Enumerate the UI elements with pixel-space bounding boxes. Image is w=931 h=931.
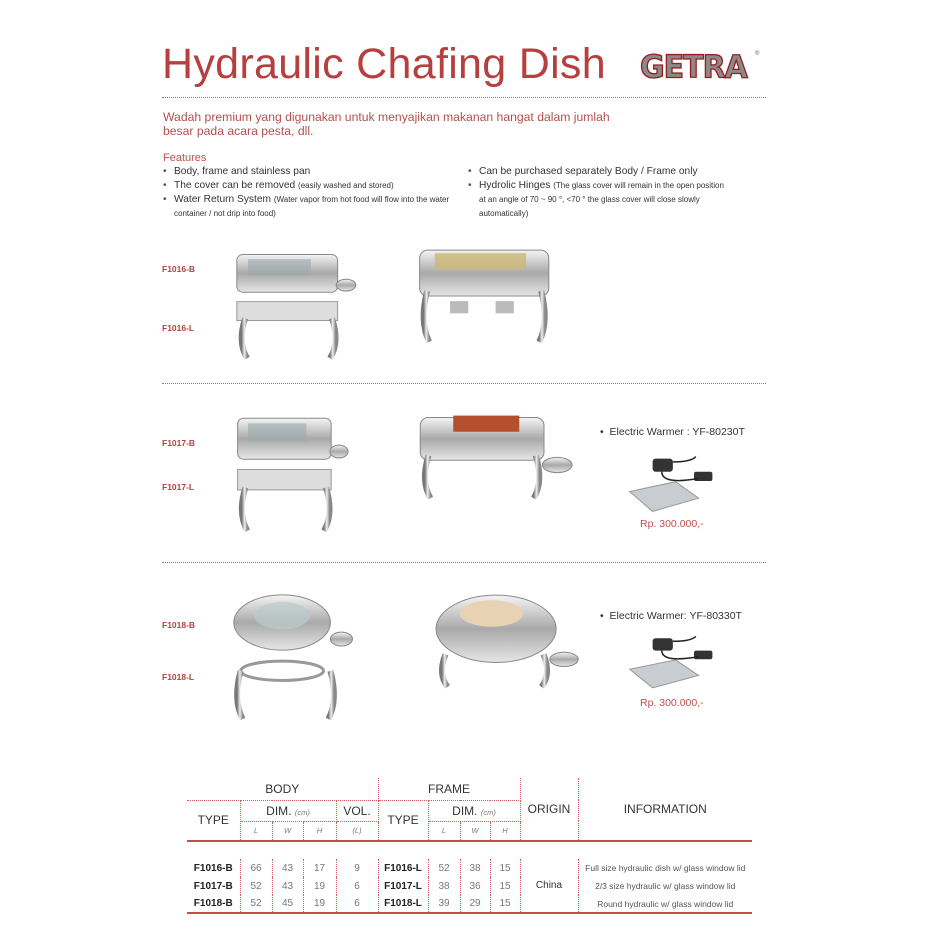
- product-image-exploded: [220, 245, 360, 368]
- table-row: [187, 895, 752, 913]
- frame-type: F1018-L: [378, 895, 428, 913]
- info: Full size hydraulic dish w/ glass window lid: [585, 863, 746, 873]
- frame-code: F1018-L: [162, 672, 195, 682]
- rect-big-illustration: [412, 245, 564, 347]
- frame-h: 15: [490, 859, 520, 877]
- col-origin: ORIGIN: [520, 778, 578, 841]
- warmer-price: Rp. 300.000,-: [640, 697, 704, 709]
- frame-l: 38: [428, 877, 460, 895]
- divider: [162, 383, 766, 384]
- warmer-model: Electric Warmer: YF-80330T: [609, 610, 742, 622]
- body-w: 43: [272, 877, 303, 895]
- body-vol: 9: [336, 859, 378, 877]
- group-frame: FRAME: [378, 778, 520, 800]
- feature-note: (Water vapor from hot food will flow into the water container / not drip into food): [174, 195, 450, 218]
- col-body-type: TYPE: [187, 800, 240, 841]
- body-vol: 6: [336, 877, 378, 895]
- feature-text: Hydrolic Hinges: [479, 180, 551, 191]
- divider: [162, 562, 766, 563]
- body-type: F1017-B: [187, 877, 240, 895]
- rect-food-illustration: [412, 408, 577, 503]
- feature-note: (easily washed and stored): [298, 181, 394, 190]
- group-body: BODY: [187, 778, 378, 800]
- exploded-round-illustration: [220, 588, 358, 726]
- frame-w: 36: [460, 877, 490, 895]
- exploded-rect-illustration: [222, 408, 352, 536]
- body-l: 66: [240, 859, 272, 877]
- col-vol: VOL.: [336, 800, 378, 821]
- table-row: [187, 877, 752, 895]
- sub-l: L: [428, 821, 460, 841]
- feature-item: [468, 165, 728, 179]
- feature-text: The cover can be removed: [174, 180, 296, 191]
- sub-w: W: [272, 821, 303, 841]
- body-h: 19: [303, 895, 336, 913]
- feature-note: (The glass cover will remain in the open position at an angle of 70 ~ 90 °, <70 ° the glass cover will close slowly automatically): [479, 181, 724, 218]
- feature-item: [163, 179, 453, 193]
- frame-type: F1017-L: [378, 877, 428, 895]
- sub-h: H: [490, 821, 520, 841]
- feature-item: [163, 193, 453, 221]
- description: Wadah premium yang digunakan untuk menyajikan makanan hangat dalam jumlah besar pada acara pesta, dll.: [163, 110, 610, 138]
- warmer-illustration: [625, 632, 717, 694]
- feature-item: [468, 179, 728, 221]
- origin-value: China: [520, 859, 578, 913]
- dim-label: DIM.: [452, 803, 478, 818]
- body-l: 52: [240, 877, 272, 895]
- product-image-exploded: [220, 588, 358, 731]
- warmer-price: Rp. 300.000,-: [640, 518, 704, 530]
- spec-table: [187, 778, 752, 914]
- frame-l: 52: [428, 859, 460, 877]
- body-l: 52: [240, 895, 272, 913]
- body-code: F1018-B: [162, 620, 196, 630]
- frame-l: 39: [428, 895, 460, 913]
- getra-logo: GETRA: [640, 49, 747, 86]
- features-left: [163, 165, 453, 221]
- body-type: F1016-B: [187, 859, 240, 877]
- frame-h: 15: [490, 895, 520, 913]
- dim-unit: (cm): [294, 807, 310, 817]
- col-frame-dim: [428, 800, 520, 821]
- product-image-assembled: [412, 408, 577, 508]
- body-h: 17: [303, 859, 336, 877]
- features-heading: Features: [163, 152, 207, 164]
- feature-text: Can be purchased separately Body / Frame only: [479, 166, 698, 177]
- electric-warmer-image: [625, 452, 717, 523]
- dim-unit: (cm): [480, 807, 496, 817]
- frame-code: F1017-L: [162, 482, 195, 492]
- col-body-dim: [240, 800, 336, 821]
- product-image-assembled: [425, 588, 583, 695]
- info: 2/3 size hydraulic w/ glass window lid: [595, 881, 736, 891]
- feature-item: [163, 165, 453, 179]
- product-image-assembled: [412, 245, 564, 352]
- divider: [162, 97, 766, 98]
- col-frame-type: TYPE: [378, 800, 428, 841]
- col-information: INFORMATION: [578, 778, 752, 841]
- body-code: F1017-B: [162, 438, 196, 448]
- body-vol: 6: [336, 895, 378, 913]
- frame-code: F1016-L: [162, 323, 195, 333]
- frame-h: 15: [490, 877, 520, 895]
- round-food-illustration: [425, 588, 583, 690]
- body-h: 19: [303, 877, 336, 895]
- sub-l: L: [240, 821, 272, 841]
- sub-vol-unit: (L): [336, 821, 378, 841]
- warmer-model: Electric Warmer : YF-80230T: [609, 426, 745, 438]
- feature-text: Water Return System: [174, 194, 271, 205]
- body-code: F1016-B: [162, 264, 196, 274]
- page-title: Hydraulic Chafing Dish: [162, 40, 606, 88]
- dim-label: DIM.: [266, 803, 292, 818]
- table-row: [187, 859, 752, 877]
- body-w: 45: [272, 895, 303, 913]
- feature-text: Body, frame and stainless pan: [174, 166, 311, 177]
- warmer-label: • Electric Warmer : YF-80230T: [600, 426, 745, 438]
- sub-h: H: [303, 821, 336, 841]
- body-type: F1018-B: [187, 895, 240, 913]
- body-w: 43: [272, 859, 303, 877]
- frame-type: F1016-L: [378, 859, 428, 877]
- product-image-exploded: [222, 408, 352, 541]
- registered-mark: ®: [755, 51, 760, 57]
- electric-warmer-image: [625, 632, 717, 699]
- frame-w: 29: [460, 895, 490, 913]
- exploded-rect-illustration: [220, 245, 360, 363]
- features-right: [468, 165, 728, 221]
- frame-w: 38: [460, 859, 490, 877]
- warmer-label: • Electric Warmer: YF-80330T: [600, 610, 742, 622]
- sub-w: W: [460, 821, 490, 841]
- info: Round hydraulic w/ glass window lid: [597, 898, 734, 909]
- warmer-illustration: [625, 452, 717, 518]
